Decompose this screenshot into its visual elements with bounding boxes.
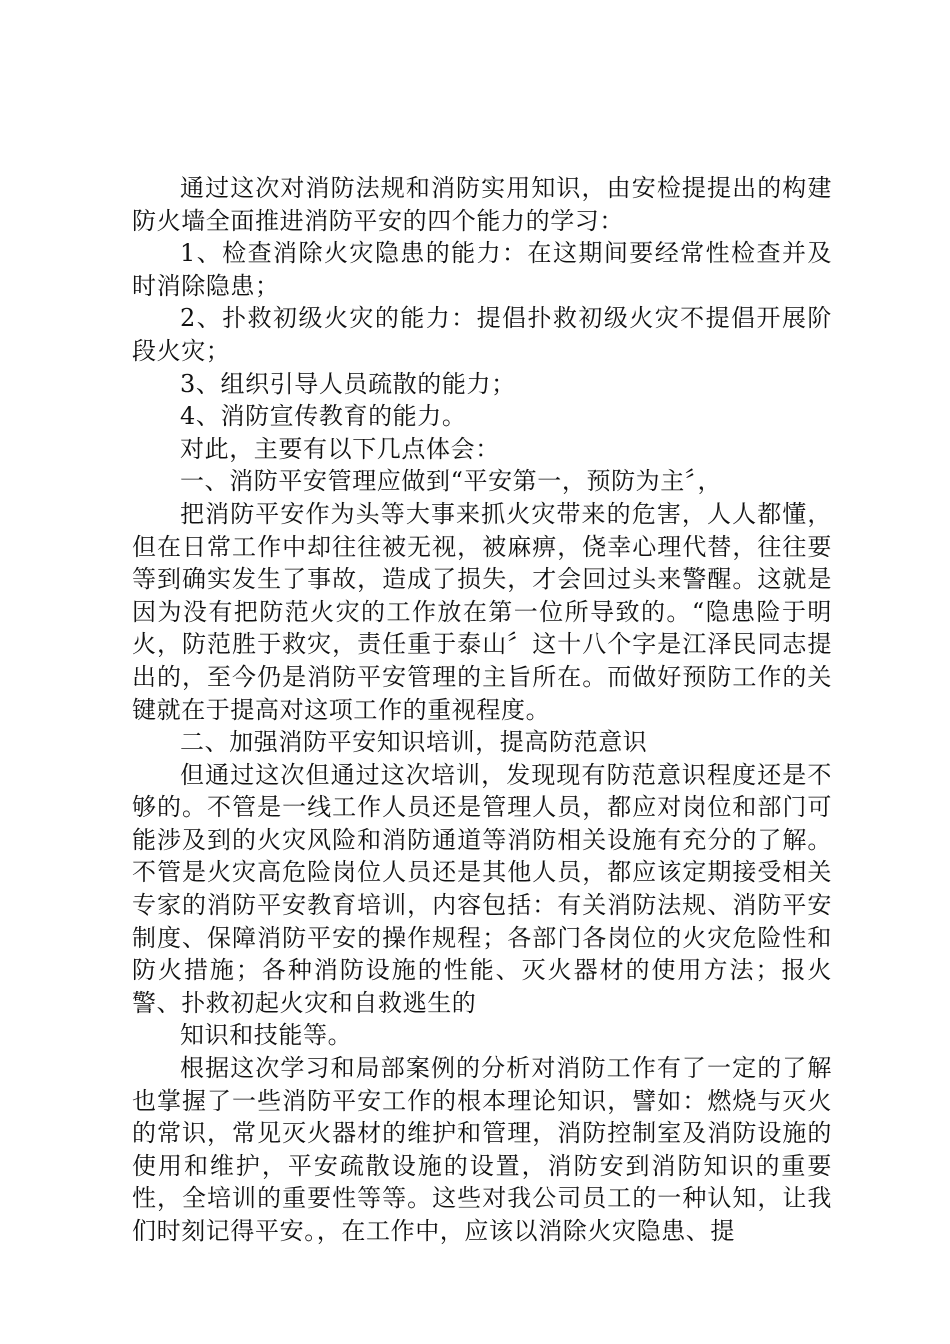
paragraph-section-2-body: 但通过这次但通过这次培训，发现现有防范意识程度还是不够的。不管是一线工作人员还是管理人员，都应对岗位和部门可能涉及到的火灾风险和消防通道等消防相关设施有充分的了解。不管是火灾高危险岗位人员还是其他人员，都应该定期接受相关专家的消防平安教育培训，内容包括：有关消防法规、消防平安制度、保障消防平安的操作规程；各部门各岗位的火灾危险性和防火措施；各种消防设施的性能、灭火器材的使用方法；报火警、扑救初起火灾和自救逃生的 (132, 760, 832, 1017)
paragraph-summary-lead: 对此，主要有以下几点体会： (180, 434, 500, 463)
paragraph-ability-2: 2、扑救初级火灾的能力：提倡扑救初级火灾不提倡开展阶段火灾； (132, 304, 832, 365)
document-body (132, 172, 832, 1248)
paragraph-conclusion: 根据这次学习和局部案例的分析对消防工作有了一定的了解也掌握了一些消防平安工作的根本理论知识，譬如：燃烧与灭火的常识，常见灭火器材的维护和管理，消防控制室及消防设施的使用和维护，平安疏散设施的设置，消防安到消防知识的重要性，全培训的重要性等等。这些对我公司员工的一种认知，让我们时刻记得平安。，在工作中，应该以消除火灾隐患、提 (132, 1054, 832, 1245)
paragraph-intro: 通过这次对消防法规和消防实用知识，由安检提提出的构建防火墙全面推进消防平安的四个能力的学习： (132, 174, 832, 235)
paragraph-section-2-tail: 知识和技能等。 (180, 1021, 353, 1050)
paragraph-ability-4: 4、消防宣传教育的能力。 (180, 402, 467, 431)
paragraph-ability-1: 1、检查消除火灾隐患的能力：在这期间要经常性检查并及时消除隐患； (132, 239, 832, 300)
section-heading-1: 一、消防平安管理应做到“平安第一，预防为主〞， (180, 467, 723, 496)
section-heading-2: 二、加强消防平安知识培训，提高防范意识 (180, 728, 648, 757)
paragraph-section-1-body: 把消防平安作为头等大事来抓火灾带来的危害，人人都懂，但在日常工作中却往往被无视，被麻痹，侥幸心理代替，往往要等到确实发生了事故，造成了损失，才会回过头来警醒。这就是因为没有把防范火灾的工作放在第一位所导致的。“隐患险于明火，防范胜于救灾，责任重于泰山〞这十八个字是江泽民同志提出的，至今仍是消防平安管理的主旨所在。而做好预防工作的关键就在于提高对这项工作的重视程度。 (132, 499, 832, 724)
paragraph-ability-3: 3、组织引导人员疏散的能力； (180, 369, 516, 398)
